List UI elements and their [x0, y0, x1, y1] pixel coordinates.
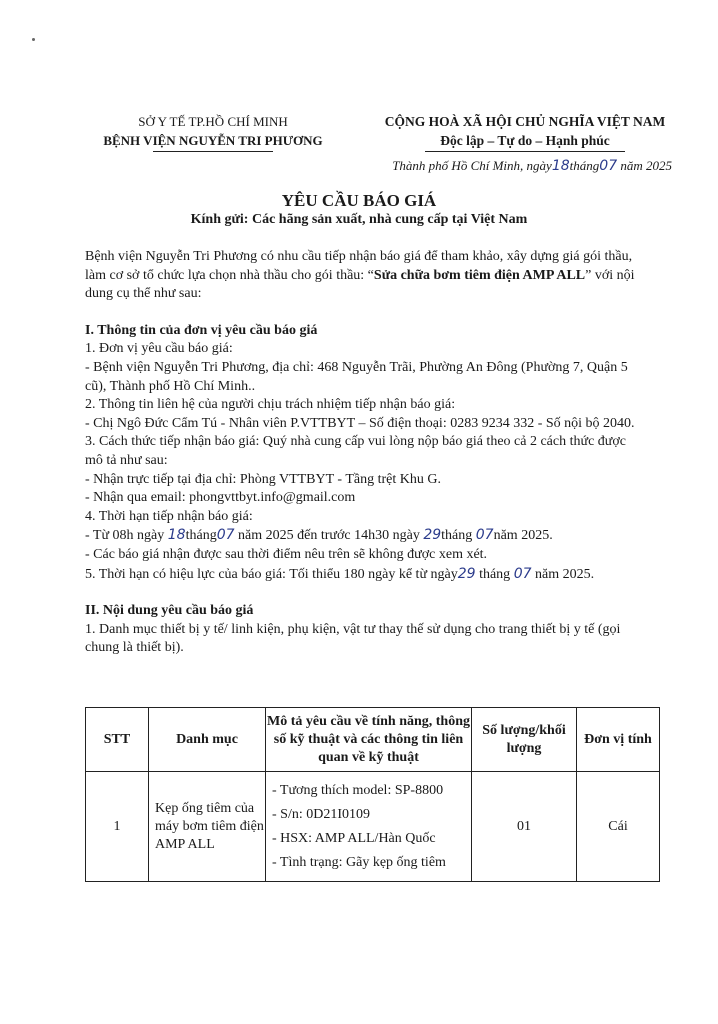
- document-body: [85, 248, 645, 658]
- date-day-handwritten: 18: [551, 158, 570, 174]
- text: năm 2025.: [493, 528, 553, 544]
- s1-item4-b: - Các báo giá nhận được sau thời điểm nêu trên sẽ không được xem xét.: [85, 546, 488, 562]
- table-row: [86, 772, 660, 882]
- s1-item4-a: [85, 526, 645, 546]
- desc-line: - S/n: 0D21I0109: [272, 806, 370, 822]
- intro-text-before: Bệnh viện Nguyễn Tri Phương có nhu cầu tiếp nhận báo giá để tham khảo, xây dựng giá gói thầu, làm cơ sở tổ chức lựa chọn nhà thầu cho gói thầu: “: [85, 249, 633, 283]
- text: tháng: [441, 528, 476, 544]
- s1-item1-detail: - Bệnh viện Nguyễn Tri Phương, địa chỉ: 468 Nguyễn Trãi, Phường An Đông (Phường 7, Quận 5 cũ), Thành phố Hồ Chí Minh..: [85, 359, 628, 394]
- handwritten-month: 07: [216, 527, 235, 544]
- s1-item3: 3. Cách thức tiếp nhận báo giá: Quý nhà cung cấp vui lòng nộp báo giá theo cả 2 cách thức được mô tả như sau:: [85, 434, 627, 468]
- issuer-block: [78, 112, 348, 152]
- col-header-quantity: Số lượng/khối lượng: [472, 708, 577, 772]
- issuer-hospital: BỆNH VIỆN NGUYỄN TRI PHƯƠNG: [103, 133, 323, 148]
- text: tháng: [185, 528, 217, 544]
- package-name: Sửa chữa bơm tiêm điện AMP ALL: [373, 267, 586, 283]
- desc-line: - HSX: AMP ALL/Hàn Quốc: [272, 830, 436, 846]
- cell-description: [266, 772, 472, 882]
- date-month-handwritten: 07: [599, 158, 618, 174]
- s1-item3-b: - Nhận qua email: phongvttbyt.info@gmail.com: [85, 490, 356, 506]
- col-header-stt: STT: [86, 708, 149, 772]
- motto-underline: [425, 151, 625, 152]
- s1-item2-detail: - Chị Ngô Đức Cẩm Tú - Nhân viên P.VTTBYT – Số điện thoại: 0283 9234 332 - Số nội bộ 2040.: [85, 415, 635, 431]
- scan-speck: [32, 38, 35, 41]
- document-title: YÊU CẦU BÁO GIÁ: [281, 191, 437, 210]
- issuer-underline: [153, 151, 273, 152]
- handwritten-month: 07: [513, 565, 532, 582]
- handwritten-day: 29: [423, 527, 442, 544]
- text: 5. Thời hạn có hiệu lực của báo giá: Tối thiểu 180 ngày kể từ ngày: [85, 566, 458, 582]
- text: - Từ 08h ngày: [85, 528, 168, 544]
- intro-text-after: ” với nội dung cụ thể như sau:: [85, 267, 635, 302]
- handwritten-month: 07: [475, 527, 494, 544]
- handwritten-day: 29: [457, 565, 476, 582]
- section-2-heading: II. Nội dung yêu cầu báo giá: [85, 603, 254, 619]
- document-recipient: Kính gửi: Các hãng sản xuất, nhà cung cấp tại Việt Nam: [190, 212, 528, 227]
- cell-quantity: 01: [472, 772, 577, 882]
- text: tháng: [475, 566, 514, 582]
- intro-paragraph: [85, 248, 645, 304]
- s1-item4: 4. Thời hạn tiếp nhận báo giá:: [85, 508, 253, 524]
- s1-item3-a: - Nhận trực tiếp tại địa chỉ: Phòng VTTBYT - Tầng trệt Khu G.: [85, 471, 441, 487]
- desc-line: - Tình trạng: Gãy kẹp ống tiêm: [272, 854, 446, 870]
- text: năm 2025 đến trước 14h30 ngày: [234, 528, 424, 544]
- text: năm 2025.: [531, 566, 595, 582]
- equipment-table: [85, 707, 660, 882]
- date-year: năm 2025: [620, 158, 672, 173]
- s1-item5: [85, 565, 645, 585]
- section-1-heading: I. Thông tin của đơn vị yêu cầu báo giá: [85, 322, 318, 338]
- cell-stt: 1: [86, 772, 149, 882]
- desc-line: - Tương thích model: SP-8800: [272, 782, 444, 798]
- date-prefix: Thành phố Hồ Chí Minh, ngày: [392, 158, 552, 173]
- s1-item2: 2. Thông tin liên hệ của người chịu trách nhiệm tiếp nhận báo giá:: [85, 397, 456, 413]
- cell-unit: Cái: [577, 772, 660, 882]
- col-header-item: Danh mục: [149, 708, 266, 772]
- cell-item: Kẹp ống tiêm của máy bơm tiêm điện AMP ALL: [149, 772, 266, 882]
- national-motto-block: [360, 112, 690, 152]
- col-header-description: Mô tả yêu cầu về tính năng, thông số kỹ thuật và các thông tin liên quan về kỹ thuật: [266, 708, 472, 772]
- s2-item1: 1. Danh mục thiết bị y tế/ linh kiện, phụ kiện, vật tư thay thế sử dụng cho trang thiết bị y tế (gọi chung là thiết bị).: [85, 621, 621, 656]
- col-header-unit: Đơn vị tính: [577, 708, 660, 772]
- national-name: CỘNG HOÀ XÃ HỘI CHỦ NGHĨA VIỆT NAM: [384, 114, 666, 129]
- national-motto: Độc lập – Tự do – Hạnh phúc: [440, 133, 610, 148]
- document-date: [300, 158, 672, 174]
- handwritten-day: 18: [167, 527, 186, 544]
- date-month-label: tháng: [569, 158, 600, 173]
- issuer-department: SỞ Y TẾ TP.HỒ CHÍ MINH: [138, 114, 288, 129]
- s1-item1: 1. Đơn vị yêu cầu báo giá:: [85, 341, 233, 357]
